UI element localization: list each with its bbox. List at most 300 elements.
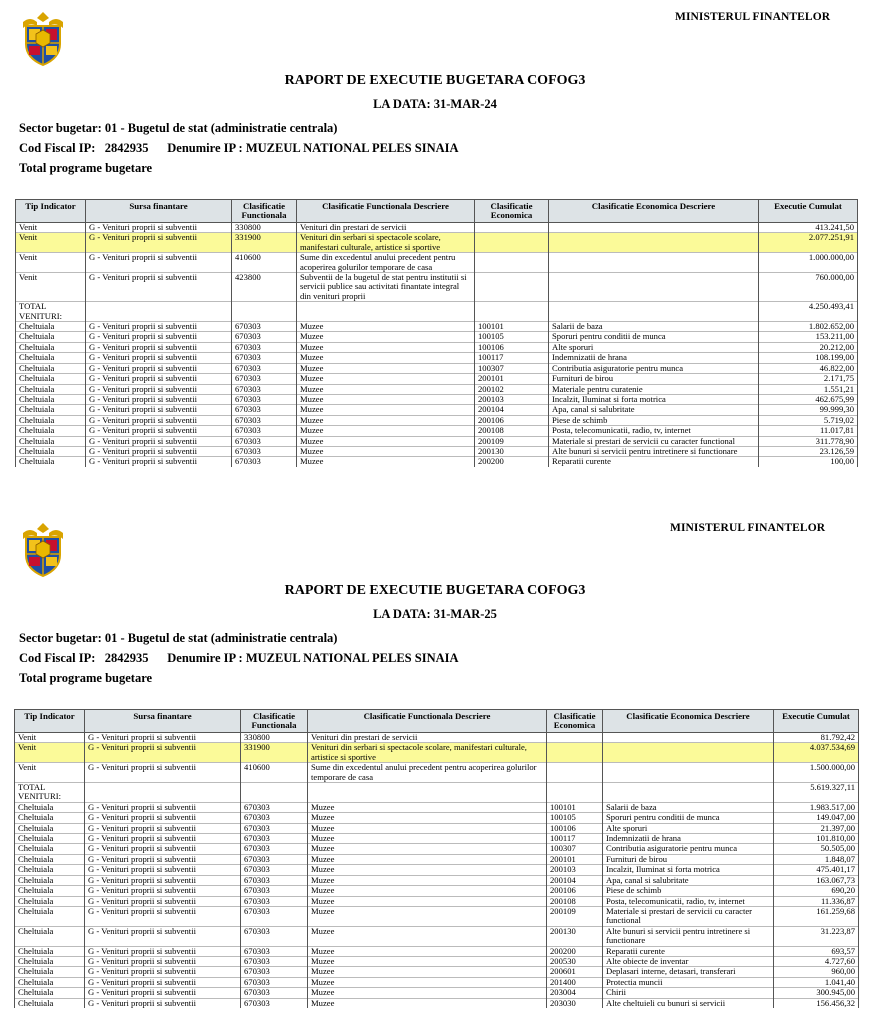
cell-tip-indicator: TOTAL VENITURI: bbox=[16, 302, 86, 322]
cell-economica-descriere: Furnituri de birou bbox=[603, 854, 774, 864]
cell-economica-descriere: Alte sporuri bbox=[603, 823, 774, 833]
cell-clasificatie-economica: 200104 bbox=[547, 875, 603, 885]
cell-tip-indicator: Cheltuiala bbox=[15, 956, 85, 966]
cell-economica-descriere: Protectia muncii bbox=[603, 977, 774, 987]
cell-functionala-descriere: Muzee bbox=[297, 426, 475, 436]
cell-sursa-finantare: G - Venituri proprii si subventii bbox=[86, 457, 232, 467]
cell-sursa-finantare: G - Venituri proprii si subventii bbox=[85, 956, 241, 966]
cell-clasificatie-functionala: 670303 bbox=[241, 844, 308, 854]
cell-sursa-finantare: G - Venituri proprii si subventii bbox=[86, 436, 232, 446]
cell-tip-indicator: Cheltuiala bbox=[16, 457, 86, 467]
cell-clasificatie-economica: 100105 bbox=[547, 813, 603, 823]
table-row bbox=[16, 374, 858, 384]
table-row bbox=[15, 763, 859, 783]
cell-tip-indicator: Cheltuiala bbox=[16, 353, 86, 363]
cod-fiscal-label: Cod Fiscal IP: bbox=[19, 141, 96, 155]
header-clasificatie-functionala: Clasificatie Functionala bbox=[232, 200, 297, 223]
cell-tip-indicator: Venit bbox=[15, 763, 85, 783]
cell-tip-indicator: Cheltuiala bbox=[15, 854, 85, 864]
cell-executie-cumulat: 46.822,00 bbox=[759, 363, 858, 373]
cell-tip-indicator: Cheltuiala bbox=[16, 426, 86, 436]
cell-functionala-descriere: Muzee bbox=[308, 977, 547, 987]
cell-tip-indicator: TOTAL VENITURI: bbox=[15, 783, 85, 803]
cell-economica-descriere bbox=[549, 253, 759, 273]
cell-clasificatie-functionala: 670303 bbox=[241, 977, 308, 987]
cell-clasificatie-functionala: 670303 bbox=[241, 865, 308, 875]
cell-economica-descriere: Materiale pentru curatenie bbox=[549, 384, 759, 394]
cell-executie-cumulat: 1.802.652,00 bbox=[759, 322, 858, 332]
cell-functionala-descriere: Muzee bbox=[308, 844, 547, 854]
cell-economica-descriere: Alte bunuri si servicii pentru intretinere si functionare bbox=[603, 926, 774, 946]
cod-fiscal-value: 2842935 bbox=[104, 651, 149, 665]
cell-tip-indicator: Cheltuiala bbox=[16, 322, 86, 332]
cell-economica-descriere: Alte bunuri si servicii pentru intretinere si functionare bbox=[549, 446, 759, 456]
header-executie-cumulat: Executie Cumulat bbox=[759, 200, 858, 223]
cell-economica-descriere bbox=[603, 783, 774, 803]
cell-functionala-descriere: Muzee bbox=[308, 834, 547, 844]
denumire-label: Denumire IP : bbox=[167, 141, 243, 155]
cell-tip-indicator: Cheltuiala bbox=[16, 405, 86, 415]
table-row bbox=[16, 332, 858, 342]
header-functionala-descriere: Clasificatie Functionala Descriere bbox=[308, 710, 547, 733]
table-row bbox=[16, 384, 858, 394]
cell-clasificatie-economica bbox=[547, 763, 603, 783]
cell-clasificatie-functionala: 670303 bbox=[232, 353, 297, 363]
report-date: LA DATA: 31-MAR-25 bbox=[373, 607, 497, 621]
cell-functionala-descriere: Muzee bbox=[308, 946, 547, 956]
table-row bbox=[16, 363, 858, 373]
cell-economica-descriere: Apa, canal si salubritate bbox=[549, 405, 759, 415]
cell-functionala-descriere: Muzee bbox=[308, 854, 547, 864]
header-clasificatie-economica: Clasificatie Economica bbox=[475, 200, 549, 223]
cell-functionala-descriere: Muzee bbox=[297, 436, 475, 446]
cell-clasificatie-economica: 200101 bbox=[475, 374, 549, 384]
cell-sursa-finantare: G - Venituri proprii si subventii bbox=[85, 926, 241, 946]
cell-clasificatie-functionala: 670303 bbox=[232, 446, 297, 456]
cell-clasificatie-functionala: 410600 bbox=[232, 253, 297, 273]
cell-economica-descriere: Deplasari interne, detasari, transferari bbox=[603, 967, 774, 977]
denumire-value: MUZEUL NATIONAL PELES SINAIA bbox=[245, 141, 459, 155]
cod-fiscal-value: 2842935 bbox=[104, 141, 149, 155]
header-tip-indicator: Tip Indicator bbox=[15, 710, 85, 733]
cell-executie-cumulat: 4.037.534,69 bbox=[774, 743, 859, 763]
cell-executie-cumulat: 2.077.251,91 bbox=[759, 233, 858, 253]
execution-table bbox=[15, 199, 858, 467]
header-clasificatie-functionala: Clasificatie Functionala bbox=[241, 710, 308, 733]
table-row bbox=[16, 394, 858, 404]
table-row bbox=[15, 906, 859, 926]
table-row bbox=[15, 998, 859, 1008]
table-row bbox=[15, 844, 859, 854]
cell-tip-indicator: Cheltuiala bbox=[15, 946, 85, 956]
cell-clasificatie-functionala: 670303 bbox=[241, 926, 308, 946]
header-sursa-finantare: Sursa finantare bbox=[86, 200, 232, 223]
cell-economica-descriere: Posta, telecomunicatii, radio, tv, internet bbox=[603, 896, 774, 906]
cell-economica-descriere: Incalzit, Iluminat si forta motrica bbox=[549, 394, 759, 404]
table-row bbox=[15, 823, 859, 833]
cell-sursa-finantare: G - Venituri proprii si subventii bbox=[86, 394, 232, 404]
cell-clasificatie-functionala: 331900 bbox=[232, 233, 297, 253]
cell-clasificatie-economica: 100106 bbox=[475, 342, 549, 352]
cell-sursa-finantare: G - Venituri proprii si subventii bbox=[85, 886, 241, 896]
cell-executie-cumulat: 101.810,00 bbox=[774, 834, 859, 844]
cell-economica-descriere: Reparatii curente bbox=[603, 946, 774, 956]
cell-functionala-descriere: Muzee bbox=[308, 896, 547, 906]
cell-sursa-finantare: G - Venituri proprii si subventii bbox=[85, 763, 241, 783]
cell-functionala-descriere: Venituri din prestari de servicii bbox=[308, 733, 547, 743]
cell-tip-indicator: Cheltuiala bbox=[15, 823, 85, 833]
table-row bbox=[15, 834, 859, 844]
cell-tip-indicator: Cheltuiala bbox=[15, 813, 85, 823]
cell-clasificatie-economica: 200102 bbox=[475, 384, 549, 394]
denumire-value: MUZEUL NATIONAL PELES SINAIA bbox=[245, 651, 459, 665]
cell-sursa-finantare: G - Venituri proprii si subventii bbox=[85, 865, 241, 875]
cell-clasificatie-functionala: 670303 bbox=[232, 394, 297, 404]
header-tip-indicator: Tip Indicator bbox=[16, 200, 86, 223]
cell-clasificatie-economica: 100106 bbox=[547, 823, 603, 833]
table-row bbox=[16, 426, 858, 436]
cell-functionala-descriere bbox=[297, 302, 475, 322]
cell-clasificatie-economica: 100117 bbox=[547, 834, 603, 844]
table-row bbox=[15, 875, 859, 885]
table-row bbox=[15, 865, 859, 875]
cell-economica-descriere: Piese de schimb bbox=[549, 415, 759, 425]
cell-functionala-descriere: Muzee bbox=[308, 813, 547, 823]
cell-executie-cumulat: 300.945,00 bbox=[774, 988, 859, 998]
cell-economica-descriere: Piese de schimb bbox=[603, 886, 774, 896]
cell-tip-indicator: Cheltuiala bbox=[15, 988, 85, 998]
table-row bbox=[15, 988, 859, 998]
cell-economica-descriere: Posta, telecomunicatii, radio, tv, internet bbox=[549, 426, 759, 436]
cell-functionala-descriere: Muzee bbox=[297, 374, 475, 384]
header-sursa-finantare: Sursa finantare bbox=[85, 710, 241, 733]
cell-tip-indicator: Cheltuiala bbox=[15, 926, 85, 946]
cell-sursa-finantare: G - Venituri proprii si subventii bbox=[86, 405, 232, 415]
table-header-row bbox=[16, 200, 858, 223]
cell-economica-descriere: Sporuri pentru conditii de munca bbox=[549, 332, 759, 342]
cell-tip-indicator: Venit bbox=[15, 733, 85, 743]
cell-clasificatie-economica: 200130 bbox=[475, 446, 549, 456]
cell-sursa-finantare: G - Venituri proprii si subventii bbox=[85, 844, 241, 854]
cell-sursa-finantare: G - Venituri proprii si subventii bbox=[86, 353, 232, 363]
cell-functionala-descriere: Muzee bbox=[308, 823, 547, 833]
cell-functionala-descriere: Muzee bbox=[297, 405, 475, 415]
cell-economica-descriere bbox=[603, 763, 774, 783]
cell-economica-descriere: Apa, canal si salubritate bbox=[603, 875, 774, 885]
cell-tip-indicator: Cheltuiala bbox=[16, 374, 86, 384]
cell-tip-indicator: Cheltuiala bbox=[15, 977, 85, 987]
ministry-name: MINISTERUL FINANTELOR bbox=[675, 11, 831, 23]
cell-clasificatie-economica bbox=[547, 783, 603, 803]
cell-sursa-finantare: G - Venituri proprii si subventii bbox=[85, 946, 241, 956]
cell-clasificatie-economica: 200106 bbox=[547, 886, 603, 896]
cell-executie-cumulat: 462.675,99 bbox=[759, 394, 858, 404]
cell-tip-indicator: Cheltuiala bbox=[15, 834, 85, 844]
report-title: RAPORT DE EXECUTIE BUGETARA COFOG3 bbox=[284, 73, 586, 88]
cell-tip-indicator: Cheltuiala bbox=[16, 436, 86, 446]
cell-executie-cumulat: 23.126,59 bbox=[759, 446, 858, 456]
cell-economica-descriere bbox=[603, 743, 774, 763]
cell-functionala-descriere: Muzee bbox=[297, 342, 475, 352]
cell-sursa-finantare: G - Venituri proprii si subventii bbox=[85, 834, 241, 844]
cell-sursa-finantare: G - Venituri proprii si subventii bbox=[85, 998, 241, 1008]
cell-sursa-finantare: G - Venituri proprii si subventii bbox=[86, 322, 232, 332]
cell-clasificatie-functionala: 670303 bbox=[241, 834, 308, 844]
cell-clasificatie-economica: 100117 bbox=[475, 353, 549, 363]
cell-clasificatie-economica: 200109 bbox=[547, 906, 603, 926]
cell-economica-descriere bbox=[603, 733, 774, 743]
cell-clasificatie-economica bbox=[475, 302, 549, 322]
cell-functionala-descriere: Muzee bbox=[308, 956, 547, 966]
cell-clasificatie-functionala: 670303 bbox=[232, 342, 297, 352]
execution-table bbox=[14, 709, 859, 1008]
cell-tip-indicator: Cheltuiala bbox=[16, 415, 86, 425]
cell-executie-cumulat: 1.983.517,00 bbox=[774, 802, 859, 812]
cell-functionala-descriere: Muzee bbox=[297, 394, 475, 404]
cell-functionala-descriere: Muzee bbox=[297, 353, 475, 363]
cell-clasificatie-economica: 100307 bbox=[547, 844, 603, 854]
cell-functionala-descriere: Muzee bbox=[297, 332, 475, 342]
table-row bbox=[16, 233, 858, 253]
cell-functionala-descriere: Muzee bbox=[308, 865, 547, 875]
table-row bbox=[15, 886, 859, 896]
cell-clasificatie-functionala: 670303 bbox=[241, 967, 308, 977]
cell-sursa-finantare: G - Venituri proprii si subventii bbox=[86, 223, 232, 233]
cell-clasificatie-functionala: 670303 bbox=[232, 457, 297, 467]
programs-line: Total programe bugetare bbox=[19, 671, 153, 685]
cell-economica-descriere: Materiale si prestari de servicii cu caracter functional bbox=[549, 436, 759, 446]
report-2025 bbox=[0, 513, 870, 1025]
cell-functionala-descriere: Subventii de la bugetul de stat pentru institutii si servicii publice sau activitati finantate integral din venituri proprii bbox=[297, 273, 475, 302]
cell-economica-descriere: Salarii de baza bbox=[603, 802, 774, 812]
cell-executie-cumulat: 1.500.000,00 bbox=[774, 763, 859, 783]
sector-line: Sector bugetar: 01 - Bugetul de stat (administratie centrala) bbox=[19, 121, 338, 135]
cell-executie-cumulat: 4.727,60 bbox=[774, 956, 859, 966]
cell-economica-descriere bbox=[549, 233, 759, 253]
cell-tip-indicator: Cheltuiala bbox=[16, 384, 86, 394]
cell-clasificatie-economica: 200106 bbox=[475, 415, 549, 425]
cell-clasificatie-economica: 203004 bbox=[547, 988, 603, 998]
table-row bbox=[16, 342, 858, 352]
header-economica-descriere: Clasificatie Economica Descriere bbox=[549, 200, 759, 223]
cell-tip-indicator: Cheltuiala bbox=[15, 998, 85, 1008]
cell-executie-cumulat: 5.619.327,11 bbox=[774, 783, 859, 803]
cell-executie-cumulat: 2.171,75 bbox=[759, 374, 858, 384]
cell-clasificatie-functionala: 670303 bbox=[241, 998, 308, 1008]
cell-clasificatie-functionala: 330800 bbox=[232, 223, 297, 233]
cell-executie-cumulat: 11.336,87 bbox=[774, 896, 859, 906]
header-clasificatie-economica: Clasificatie Economica bbox=[547, 710, 603, 733]
cell-executie-cumulat: 20.212,00 bbox=[759, 342, 858, 352]
cell-clasificatie-economica bbox=[547, 733, 603, 743]
cell-clasificatie-functionala: 670303 bbox=[232, 426, 297, 436]
cell-sursa-finantare: G - Venituri proprii si subventii bbox=[86, 273, 232, 302]
cell-clasificatie-functionala: 670303 bbox=[241, 813, 308, 823]
table-row bbox=[16, 253, 858, 273]
cell-executie-cumulat: 11.017,81 bbox=[759, 426, 858, 436]
cell-clasificatie-economica: 200200 bbox=[475, 457, 549, 467]
cell-clasificatie-economica bbox=[475, 233, 549, 253]
cell-sursa-finantare: G - Venituri proprii si subventii bbox=[85, 743, 241, 763]
cell-sursa-finantare: G - Venituri proprii si subventii bbox=[86, 415, 232, 425]
cell-sursa-finantare: G - Venituri proprii si subventii bbox=[86, 363, 232, 373]
cell-tip-indicator: Cheltuiala bbox=[16, 394, 86, 404]
cell-clasificatie-functionala: 670303 bbox=[232, 415, 297, 425]
table-row bbox=[16, 436, 858, 446]
cell-economica-descriere bbox=[549, 302, 759, 322]
programs-line: Total programe bugetare bbox=[19, 161, 153, 175]
romania-coat-of-arms-icon bbox=[20, 521, 66, 579]
cell-executie-cumulat: 1.848,07 bbox=[774, 854, 859, 864]
cell-clasificatie-economica: 200103 bbox=[475, 394, 549, 404]
cell-executie-cumulat: 1.041,40 bbox=[774, 977, 859, 987]
cell-clasificatie-economica: 200104 bbox=[475, 405, 549, 415]
report-title: RAPORT DE EXECUTIE BUGETARA COFOG3 bbox=[284, 583, 586, 598]
cell-functionala-descriere: Venituri din serbari si spectacole scolare, manifestari culturale, artistice si sportive bbox=[297, 233, 475, 253]
cell-executie-cumulat: 4.250.493,41 bbox=[759, 302, 858, 322]
cell-economica-descriere: Salarii de baza bbox=[549, 322, 759, 332]
cell-economica-descriere: Sporuri pentru conditii de munca bbox=[603, 813, 774, 823]
cell-functionala-descriere: Muzee bbox=[308, 906, 547, 926]
cell-sursa-finantare: G - Venituri proprii si subventii bbox=[85, 906, 241, 926]
header-executie-cumulat: Executie Cumulat bbox=[774, 710, 859, 733]
cell-clasificatie-economica: 100307 bbox=[475, 363, 549, 373]
cell-tip-indicator: Cheltuiala bbox=[16, 342, 86, 352]
cell-economica-descriere: Incalzit, Iluminat si forta motrica bbox=[603, 865, 774, 875]
table-header-row bbox=[15, 710, 859, 733]
cell-sursa-finantare bbox=[86, 302, 232, 322]
sector-line: Sector bugetar: 01 - Bugetul de stat (administratie centrala) bbox=[19, 631, 338, 645]
table-row bbox=[15, 896, 859, 906]
cell-clasificatie-functionala: 670303 bbox=[232, 332, 297, 342]
cell-functionala-descriere: Venituri din serbari si spectacole scolare, manifestari culturale, artistice si sportive bbox=[308, 743, 547, 763]
cell-executie-cumulat: 163.067,73 bbox=[774, 875, 859, 885]
cell-clasificatie-economica: 100105 bbox=[475, 332, 549, 342]
cell-executie-cumulat: 1.551,21 bbox=[759, 384, 858, 394]
report-date: LA DATA: 31-MAR-24 bbox=[373, 97, 497, 111]
table-row bbox=[16, 415, 858, 425]
cell-clasificatie-functionala bbox=[241, 783, 308, 803]
cell-sursa-finantare: G - Venituri proprii si subventii bbox=[86, 342, 232, 352]
cell-functionala-descriere: Muzee bbox=[297, 363, 475, 373]
cell-executie-cumulat: 690,20 bbox=[774, 886, 859, 896]
cell-sursa-finantare: G - Venituri proprii si subventii bbox=[86, 374, 232, 384]
cell-tip-indicator: Cheltuiala bbox=[15, 906, 85, 926]
cell-functionala-descriere: Muzee bbox=[308, 926, 547, 946]
cell-sursa-finantare: G - Venituri proprii si subventii bbox=[85, 875, 241, 885]
cell-tip-indicator: Cheltuiala bbox=[15, 896, 85, 906]
cell-sursa-finantare: G - Venituri proprii si subventii bbox=[85, 967, 241, 977]
cell-sursa-finantare: G - Venituri proprii si subventii bbox=[86, 446, 232, 456]
cell-functionala-descriere bbox=[308, 783, 547, 803]
cell-functionala-descriere: Muzee bbox=[297, 415, 475, 425]
cell-tip-indicator: Venit bbox=[16, 233, 86, 253]
cell-clasificatie-functionala: 410600 bbox=[241, 763, 308, 783]
cell-clasificatie-economica: 200530 bbox=[547, 956, 603, 966]
cell-executie-cumulat: 475.401,17 bbox=[774, 865, 859, 875]
cell-clasificatie-functionala: 330800 bbox=[241, 733, 308, 743]
cell-economica-descriere: Alte sporuri bbox=[549, 342, 759, 352]
cell-clasificatie-functionala: 670303 bbox=[232, 384, 297, 394]
cell-tip-indicator: Cheltuiala bbox=[15, 802, 85, 812]
denumire-label: Denumire IP : bbox=[167, 651, 243, 665]
cell-sursa-finantare: G - Venituri proprii si subventii bbox=[85, 854, 241, 864]
cell-functionala-descriere: Muzee bbox=[308, 886, 547, 896]
cell-clasificatie-economica: 201400 bbox=[547, 977, 603, 987]
cell-functionala-descriere: Muzee bbox=[297, 322, 475, 332]
cell-executie-cumulat: 50.505,00 bbox=[774, 844, 859, 854]
cell-executie-cumulat: 108.199,00 bbox=[759, 353, 858, 363]
cell-functionala-descriere: Venituri din prestari de servicii bbox=[297, 223, 475, 233]
cell-sursa-finantare: G - Venituri proprii si subventii bbox=[85, 813, 241, 823]
table-row bbox=[15, 956, 859, 966]
table-row bbox=[16, 273, 858, 302]
cell-functionala-descriere: Sume din excedentul anului precedent pentru acoperirea golurilor temporare de casa bbox=[308, 763, 547, 783]
cell-clasificatie-functionala: 331900 bbox=[241, 743, 308, 763]
table-row bbox=[15, 854, 859, 864]
cell-sursa-finantare: G - Venituri proprii si subventii bbox=[85, 977, 241, 987]
cell-tip-indicator: Cheltuiala bbox=[15, 865, 85, 875]
cell-clasificatie-economica: 203030 bbox=[547, 998, 603, 1008]
cell-tip-indicator: Cheltuiala bbox=[16, 446, 86, 456]
cell-clasificatie-functionala: 670303 bbox=[241, 802, 308, 812]
cell-clasificatie-functionala: 670303 bbox=[241, 875, 308, 885]
cell-executie-cumulat: 21.397,00 bbox=[774, 823, 859, 833]
total-row bbox=[16, 302, 858, 322]
cell-sursa-finantare: G - Venituri proprii si subventii bbox=[86, 233, 232, 253]
cell-clasificatie-functionala: 670303 bbox=[241, 854, 308, 864]
table-row bbox=[15, 802, 859, 812]
cell-executie-cumulat: 1.000.000,00 bbox=[759, 253, 858, 273]
cell-clasificatie-functionala: 670303 bbox=[232, 322, 297, 332]
cell-sursa-finantare bbox=[85, 783, 241, 803]
cell-sursa-finantare: G - Venituri proprii si subventii bbox=[85, 733, 241, 743]
cell-sursa-finantare: G - Venituri proprii si subventii bbox=[85, 896, 241, 906]
cell-sursa-finantare: G - Venituri proprii si subventii bbox=[86, 384, 232, 394]
cell-economica-descriere: Materiale si prestari de servicii cu caracter functional bbox=[603, 906, 774, 926]
cell-economica-descriere: Alte cheltuieli cu bunuri si servicii bbox=[603, 998, 774, 1008]
cell-sursa-finantare: G - Venituri proprii si subventii bbox=[86, 332, 232, 342]
cell-functionala-descriere: Muzee bbox=[297, 384, 475, 394]
cell-clasificatie-functionala: 670303 bbox=[241, 946, 308, 956]
cell-executie-cumulat: 311.778,90 bbox=[759, 436, 858, 446]
cell-executie-cumulat: 153.211,00 bbox=[759, 332, 858, 342]
cell-tip-indicator: Venit bbox=[16, 273, 86, 302]
cell-clasificatie-economica: 200108 bbox=[547, 896, 603, 906]
cell-executie-cumulat: 81.792,42 bbox=[774, 733, 859, 743]
header-economica-descriere: Clasificatie Economica Descriere bbox=[603, 710, 774, 733]
cell-executie-cumulat: 156.456,32 bbox=[774, 998, 859, 1008]
cell-economica-descriere: Contributia asiguratorie pentru munca bbox=[603, 844, 774, 854]
cell-clasificatie-functionala: 423800 bbox=[232, 273, 297, 302]
cell-clasificatie-functionala: 670303 bbox=[241, 886, 308, 896]
cell-sursa-finantare: G - Venituri proprii si subventii bbox=[86, 426, 232, 436]
table-row bbox=[16, 353, 858, 363]
cell-functionala-descriere: Muzee bbox=[308, 988, 547, 998]
cell-executie-cumulat: 760.000,00 bbox=[759, 273, 858, 302]
cell-clasificatie-economica: 200109 bbox=[475, 436, 549, 446]
cell-executie-cumulat: 99.999,30 bbox=[759, 405, 858, 415]
cell-tip-indicator: Cheltuiala bbox=[15, 844, 85, 854]
table-row bbox=[16, 405, 858, 415]
table-row bbox=[16, 446, 858, 456]
fiscal-line bbox=[19, 651, 459, 666]
cell-economica-descriere: Indemnizatii de hrana bbox=[549, 353, 759, 363]
cell-clasificatie-economica: 200130 bbox=[547, 926, 603, 946]
cell-clasificatie-functionala: 670303 bbox=[241, 906, 308, 926]
table-row bbox=[15, 967, 859, 977]
cell-economica-descriere: Contributia asiguratorie pentru munca bbox=[549, 363, 759, 373]
